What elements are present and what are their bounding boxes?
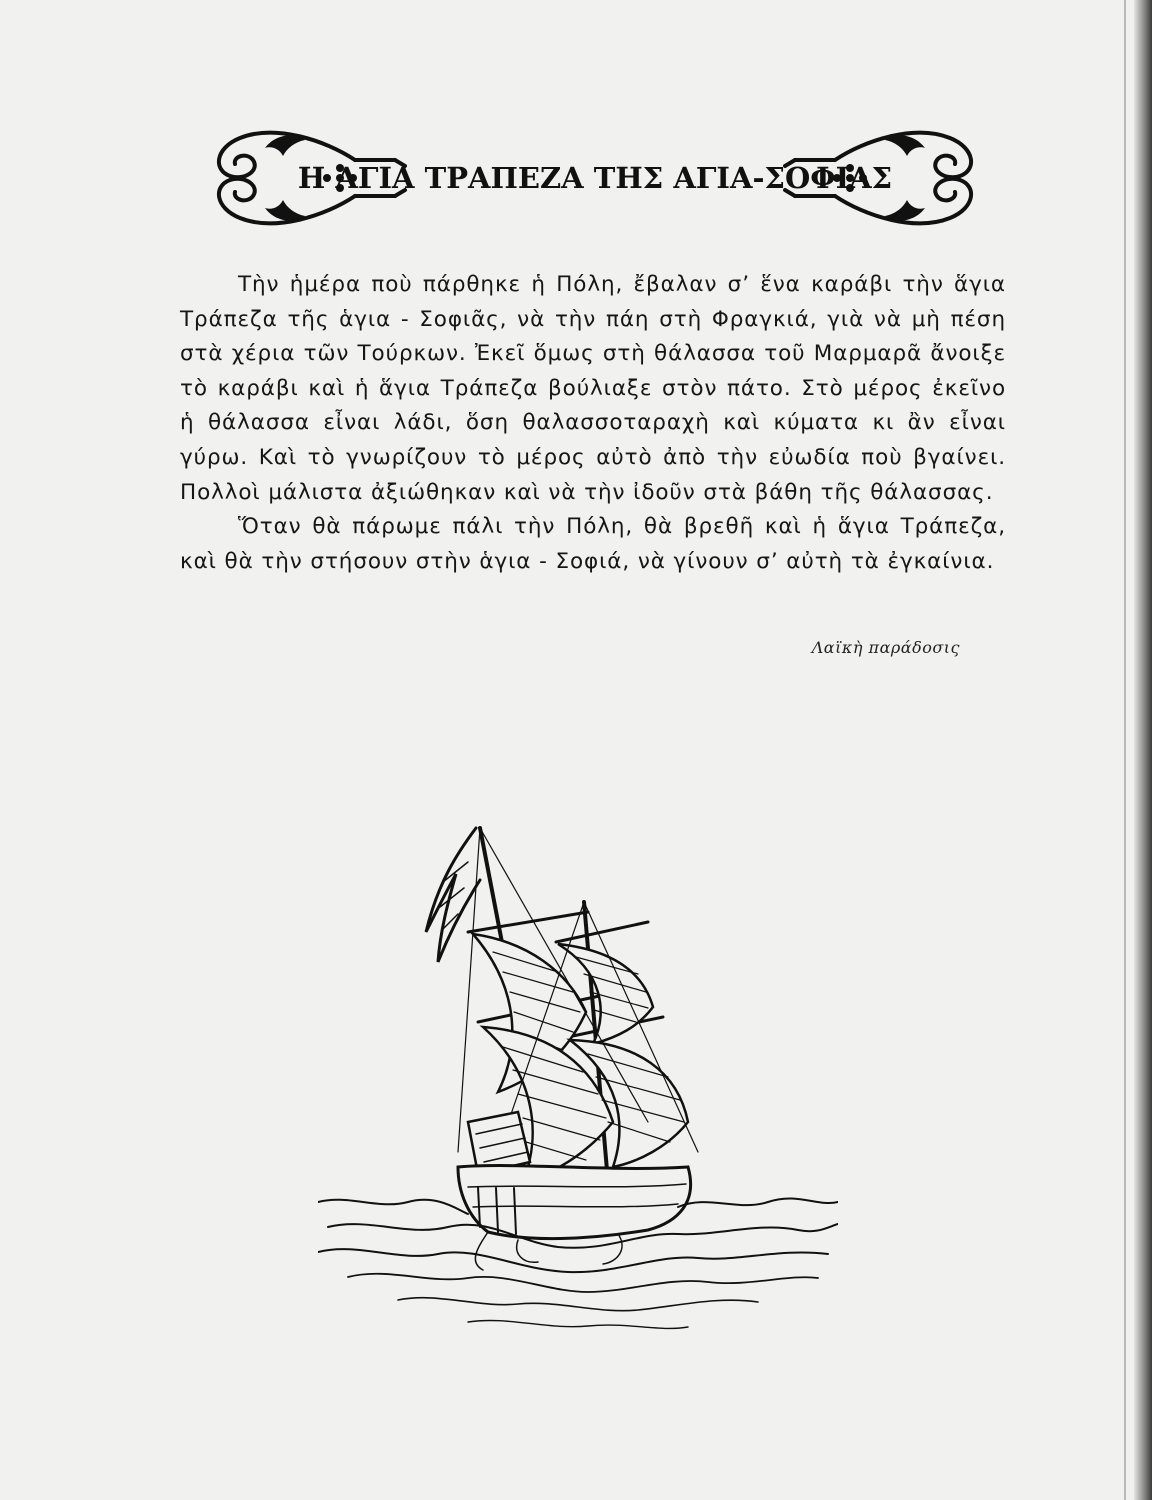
page-title: Η ΑΓΙΑ ΤΡΑΠΕΖΑ ΤΗΣ ΑΓΙΑ-ΣΟΦΙΑΣ: [297, 161, 893, 195]
ornamental-header: [205, 118, 985, 238]
story-text: [180, 268, 1006, 579]
sailing-ship-engraving-icon: [318, 822, 838, 1352]
sailing-ship-illustration: [318, 822, 838, 1352]
paragraph-2: Ὅταν θὰ πάρωμε πάλι τὴν Πόλη, θὰ βρεθῆ καὶ ἡ ἅγια Τράπεζα, καὶ θὰ τὴν στήσουν στὴν ἁγια - Σοφιά, νὰ γίνουν σ’ αὐτὴ τὰ ἐγκαίνια.: [180, 514, 1006, 574]
page-edge-shadow: [1134, 0, 1152, 1500]
source-attribution: Λαϊκὴ παράδοσις: [811, 638, 960, 657]
page-fold-line: [1124, 0, 1126, 1500]
paragraph-1: Τὴν ἡμέρα ποὺ πάρθηκε ἡ Πόλη, ἔβαλαν σ’ ἕνα καράβι τὴν ἅγια Τράπεζα τῆς ἁγια - Σοφιᾶς, νὰ τὴν πάη στὴ Φραγκιά, γιὰ νὰ μὴ πέση στὰ χέρια τῶν Τούρκων. Ἐκεῖ ὅμως στὴ θάλασσα τοῦ Μαρμαρᾶ ἄνοιξε τὸ καράβι καὶ ἡ ἅγια Τράπεζα βούλιαξε στὸν πάτο. Στὸ μέρος ἐκεῖνο ἡ θάλασσα εἶναι λάδι, ὅση θαλασσοταραχὴ καὶ κύματα κι ἂν εἶναι γύρω. Καὶ τὸ γνωρίζουν τὸ μέρος αὐτὸ ἀπὸ τὴν εὐωδία ποὺ βγαίνει. Πολλοὶ μάλιστα ἀξιώθηκαν καὶ νὰ τὴν ἰδοῦν στὰ βάθη τῆς θάλασσας.: [180, 272, 1006, 505]
